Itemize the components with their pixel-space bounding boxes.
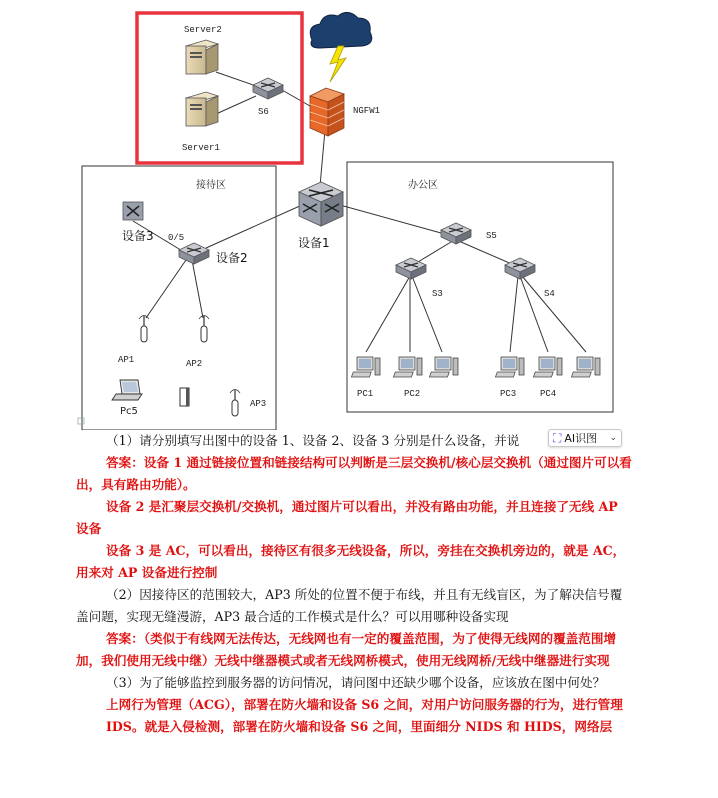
pc-icon	[571, 357, 600, 377]
mobile-device-icon	[180, 388, 189, 406]
lightning-icon	[330, 46, 346, 82]
pc2-icon	[429, 357, 458, 377]
reception-zone-box	[82, 166, 276, 430]
anchor-handle[interactable]	[78, 418, 84, 424]
s6-label: S6	[258, 107, 269, 117]
pc2-label: PC2	[404, 389, 421, 399]
device3-ac-icon	[123, 202, 143, 220]
pc4-icon	[533, 357, 562, 377]
ap1-icon	[139, 316, 149, 343]
server2-icon	[186, 40, 218, 74]
switch-s3-icon	[396, 258, 426, 279]
ap1-label: AP1	[118, 355, 135, 365]
pc4-label: PC4	[540, 389, 557, 399]
pc1-icon	[351, 357, 380, 377]
answer-1-device1: 答案：设备 1 通过链接位置和链接结构可以判断是三层交换机/核心层交换机（通过图片可以看出，具有路由功能）。	[76, 455, 632, 492]
chevron-down-icon: ⌄	[609, 433, 617, 443]
device3-label: 设备3	[122, 229, 154, 243]
ngfw1-label: NGFW1	[353, 106, 381, 116]
pc5-label: Pc5	[120, 406, 138, 417]
switch-s6-icon	[253, 78, 283, 99]
office-zone-label: 办公区	[408, 180, 438, 191]
reception-zone-label: 接待区	[196, 180, 226, 191]
answer-1-device3: 设备 3 是 AC，可以看出，接待区有很多无线设备，所以，旁挂在交换机旁边的，就是 AC，用来对 AP 设备进行控制	[76, 543, 626, 580]
answer-3-acg: 上网行为管理（ACG），部署在防火墙和设备 S6 之间，对用户访问服务器的行为，进行管理	[106, 697, 623, 712]
ai-sparkle-icon: ⛶	[553, 430, 562, 445]
port-label: 0/5	[168, 233, 185, 243]
pc3-label: PC3	[500, 389, 517, 399]
question-3: （3）为了能够监控到服务器的访问情况，请问图中还缺少哪个设备，应该放在图中何处？	[106, 675, 606, 690]
ap3-label: AP3	[250, 399, 267, 409]
s3-label: S3	[432, 289, 443, 299]
firewall-ngfw1-icon	[310, 88, 344, 136]
switch-s4-icon	[505, 258, 535, 279]
document-text	[76, 430, 632, 738]
switch-s5-icon	[441, 223, 471, 244]
question-2: （2）因接待区的范围较大，AP3 所处的位置不便于布线，并且有无线盲区，为了解决信号覆盖问题，实现无缝漫游，AP3 最合适的工作模式是什么？可以用哪种设备实现	[76, 587, 623, 624]
answer-1-device2: 设备 2 是汇聚层交换机/交换机，通过图片可以看出，并没有路由功能，并且连接了无线 AP 设备	[76, 499, 618, 536]
device1-core-switch-icon	[299, 182, 343, 226]
pc3-icon	[495, 357, 524, 377]
device2-label: 设备2	[216, 251, 248, 265]
server1-icon	[186, 92, 218, 126]
ai-image-recognition-button[interactable]	[548, 429, 622, 447]
answer-3-ids: IDS。就是入侵检测，部署在防火墙和设备 S6 之间，里面细分 NIDS 和 HIDS，网络层	[106, 719, 613, 734]
server2-label: Server2	[184, 25, 222, 35]
internet-cloud-icon	[310, 12, 372, 48]
device2-switch-icon	[179, 243, 209, 264]
ap2-icon	[199, 316, 209, 343]
server1-label: Server1	[182, 143, 220, 153]
question-1: （1）请分别填写出图中的设备 1、设备 2、设备 3 分别是什么设备，并说	[106, 433, 520, 448]
s4-label: S4	[544, 289, 555, 299]
s5-label: S5	[486, 231, 497, 241]
pc1-label: PC1	[357, 389, 374, 399]
device1-label: 设备1	[298, 236, 330, 250]
ap2-label: AP2	[186, 359, 203, 369]
laptop-icon	[112, 380, 142, 400]
ap3-icon	[230, 390, 240, 417]
ai-button-label: AI识图	[564, 432, 598, 445]
answer-2: 答案：（类似于有线网无法传达，无线网也有一定的覆盖范围，为了使得无线网的覆盖范围增加，我们使用无线中继）无线中继器模式或者无线网桥模式，使用无线网桥/无线中继器进行实现	[76, 631, 617, 668]
pc-icon	[393, 357, 422, 377]
